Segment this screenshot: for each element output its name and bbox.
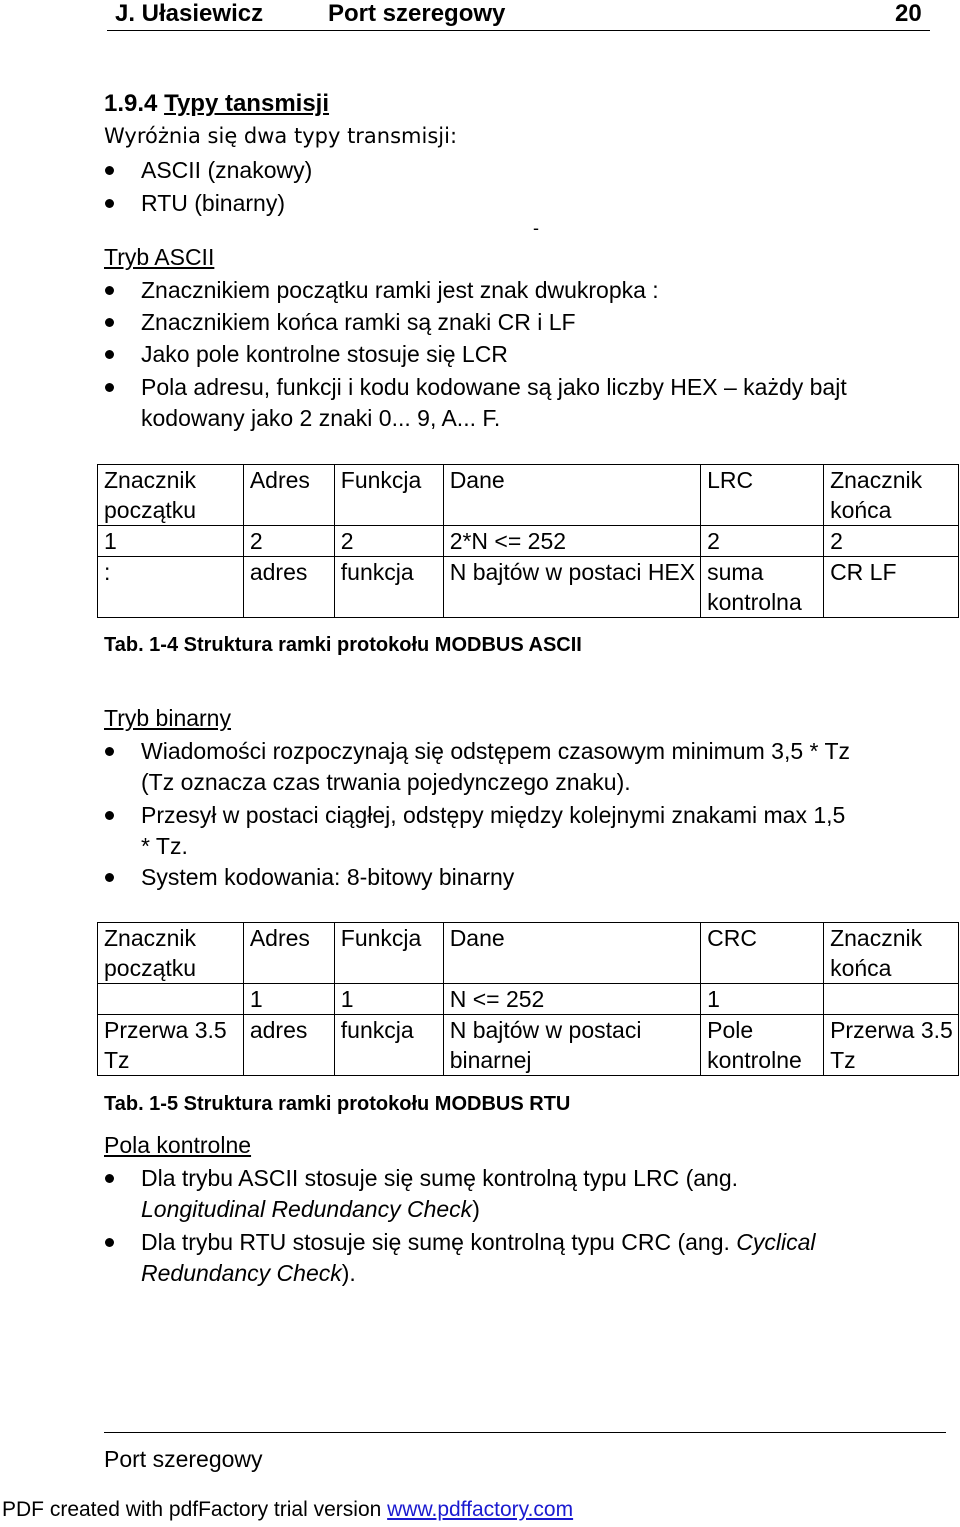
ascii-bullet-4: Pola adresu, funkcji i kodu kodowane są jako liczby HEX – każdy bajt bbox=[141, 374, 847, 400]
table-cell: LRC bbox=[701, 465, 824, 526]
table-cell: suma kontrolna bbox=[701, 557, 824, 618]
table-cell: CR LF bbox=[824, 557, 959, 618]
table-cell: Przerwa 3.5 Tz bbox=[824, 1015, 959, 1076]
footer-rule bbox=[104, 1432, 946, 1433]
table-cell: Przerwa 3.5 Tz bbox=[98, 1015, 244, 1076]
table-row bbox=[98, 465, 959, 526]
header-rule bbox=[107, 30, 930, 31]
header-author: J. Ułasiewicz bbox=[115, 0, 264, 27]
table-cell: 1 bbox=[98, 526, 244, 557]
table-cell: Znacznik końca bbox=[824, 465, 959, 526]
pdf-note bbox=[2, 1498, 573, 1522]
table-cell: 2 bbox=[824, 526, 959, 557]
binary-bullet-2: Przesył w postaci ciągłej, odstępy między kolejnymi znakami max 1,5 bbox=[141, 802, 846, 828]
bullet-icon bbox=[105, 747, 114, 756]
table-cell: 1 bbox=[243, 984, 334, 1015]
control-bullet-2 bbox=[141, 1227, 816, 1258]
section-number: 1.9.4 bbox=[104, 90, 158, 117]
closing-text: ). bbox=[341, 1260, 356, 1286]
table-cell: Dane bbox=[443, 923, 700, 984]
term-italic: Cyclical bbox=[736, 1229, 816, 1255]
table-cell: Dane bbox=[443, 465, 700, 526]
table-cell: 2 bbox=[243, 526, 334, 557]
table-cell: : bbox=[98, 557, 244, 618]
ascii-bullet-3: Jako pole kontrolne stosuje się LCR bbox=[141, 341, 508, 367]
bullet-icon bbox=[105, 199, 114, 208]
control-bullet-2-cont bbox=[141, 1258, 356, 1289]
table-cell: Pole kontrolne bbox=[701, 1015, 824, 1076]
table-cell: Adres bbox=[243, 465, 334, 526]
control-heading: Pola kontrolne bbox=[104, 1132, 252, 1158]
table-cell: Znacznik początku bbox=[98, 465, 244, 526]
table-cell: Funkcja bbox=[334, 923, 443, 984]
bullet-icon bbox=[105, 166, 114, 175]
table-row bbox=[98, 526, 959, 557]
binary-heading: Tryb binarny bbox=[104, 705, 231, 731]
table-row bbox=[98, 557, 959, 618]
table-cell: 2 bbox=[701, 526, 824, 557]
binary-bullet-3: System kodowania: 8-bitowy binarny bbox=[141, 864, 515, 890]
type-ascii: ASCII (znakowy) bbox=[141, 157, 313, 183]
bullet-icon bbox=[105, 286, 114, 295]
table-cell: CRC bbox=[701, 923, 824, 984]
control-bullet-1: Dla trybu ASCII stosuje się sumę kontrolną typu LRC (ang. bbox=[141, 1165, 739, 1191]
table-cell: Znacznik końca bbox=[824, 923, 959, 984]
table-cell: N <= 252 bbox=[443, 984, 700, 1015]
table-cell: N bajtów w postaci binarnej bbox=[443, 1015, 700, 1076]
ascii-heading: Tryb ASCII bbox=[104, 244, 215, 270]
term-italic: Longitudinal Redundancy Check bbox=[141, 1196, 473, 1222]
pdf-note-text: PDF created with pdfFactory trial version bbox=[2, 1498, 388, 1521]
ascii-bullet-2: Znacznikiem końca ramki są znaki CR i LF bbox=[141, 309, 576, 335]
table-row bbox=[98, 1015, 959, 1076]
bullet-icon bbox=[105, 1238, 114, 1247]
table-cell: Znacznik początku bbox=[98, 923, 244, 984]
header-page-number: 20 bbox=[895, 0, 922, 27]
ascii-bullet-1: Znacznikiem początku ramki jest znak dwukropka : bbox=[141, 277, 659, 303]
section-title: Typy tansmisji bbox=[164, 90, 330, 117]
bullet-icon bbox=[105, 1174, 114, 1183]
table-cell: Funkcja bbox=[334, 465, 443, 526]
intro-text: Wyróżnia się dwa typy transmisji: bbox=[104, 124, 458, 148]
table-cell bbox=[824, 984, 959, 1015]
table-cell: 1 bbox=[701, 984, 824, 1015]
pdffactory-link[interactable]: www.pdffactory.com bbox=[387, 1498, 574, 1521]
closing-text: ) bbox=[472, 1196, 480, 1222]
bullet-icon bbox=[105, 350, 114, 359]
bullet-icon bbox=[105, 873, 114, 882]
table-row bbox=[98, 923, 959, 984]
rtu-frame-table bbox=[97, 922, 959, 1076]
ascii-table-caption: Tab. 1-4 Struktura ramki protokołu MODBUS ASCII bbox=[104, 634, 582, 656]
table-cell: adres bbox=[243, 1015, 334, 1076]
table-cell: funkcja bbox=[334, 1015, 443, 1076]
stray-mark: - bbox=[533, 218, 539, 238]
binary-bullet-1-cont: (Tz oznacza czas trwania pojedynczego znaku). bbox=[141, 769, 631, 795]
table-cell: 2*N <= 252 bbox=[443, 526, 700, 557]
type-rtu: RTU (binarny) bbox=[141, 190, 285, 216]
footer-title: Port szeregowy bbox=[104, 1446, 263, 1472]
table-cell: N bajtów w postaci HEX bbox=[443, 557, 700, 618]
table-cell: Adres bbox=[243, 923, 334, 984]
table-cell bbox=[98, 984, 244, 1015]
table-cell: funkcja bbox=[334, 557, 443, 618]
section-heading bbox=[104, 90, 329, 118]
bullet-icon bbox=[105, 811, 114, 820]
control-bullet-1-cont bbox=[141, 1194, 480, 1225]
table-cell: 1 bbox=[334, 984, 443, 1015]
table-cell: 2 bbox=[334, 526, 443, 557]
bullet-icon bbox=[105, 318, 114, 327]
header-title: Port szeregowy bbox=[328, 0, 506, 27]
term-italic: Redundancy Check bbox=[141, 1260, 342, 1286]
ascii-frame-table bbox=[97, 464, 959, 618]
rtu-table-caption: Tab. 1-5 Struktura ramki protokołu MODBUS RTU bbox=[104, 1093, 571, 1115]
table-cell: adres bbox=[243, 557, 334, 618]
plain-text: Dla trybu RTU stosuje się sumę kontrolną typu CRC (ang. bbox=[141, 1229, 737, 1255]
binary-bullet-2-cont: * Tz. bbox=[141, 833, 188, 859]
binary-bullet-1: Wiadomości rozpoczynają się odstępem czasowym minimum 3,5 * Tz bbox=[141, 738, 850, 764]
bullet-icon bbox=[105, 383, 114, 392]
ascii-bullet-4-cont: kodowany jako 2 znaki 0... 9, A... F. bbox=[141, 405, 501, 431]
table-row bbox=[98, 984, 959, 1015]
